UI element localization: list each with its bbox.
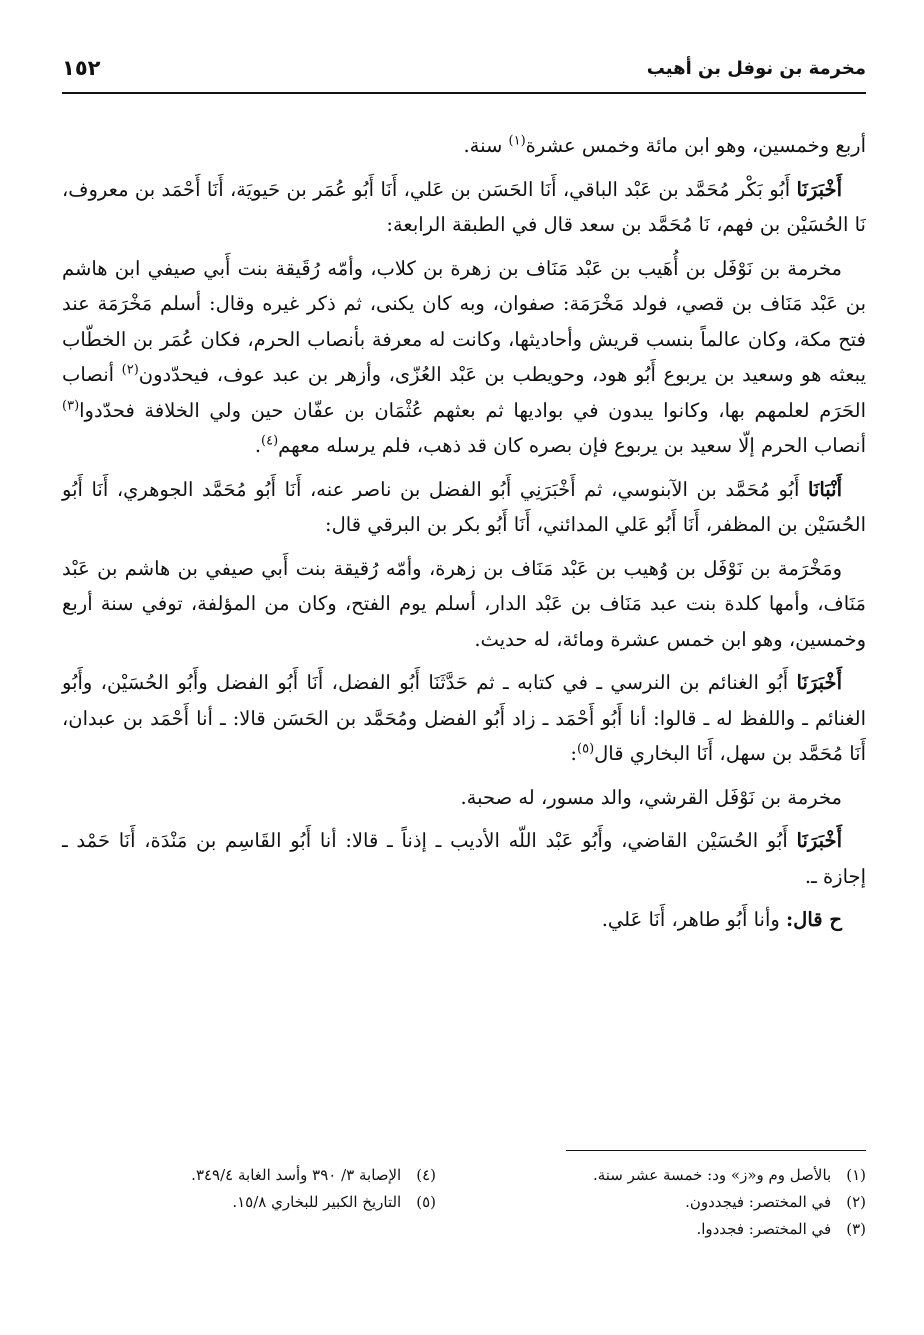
paragraph-6: أَخْبَرَنَا أَبُو الغنائم بن النرسي ـ في كتابه ـ ثم حَدَّثَنَا أَبُو الفضل، أَنَا أَبُو الفضل وأَبُو الحُسَيْن، وأَبُو الغنائم ـ واللفظ له ـ قالوا: أنا أَبُو أَحْمَد ـ زاد أَبُو الفضل ومُحَمَّد بن الحَسَن قالا: ـ أنا أَحْمَد بن عبدان، أَنَا مُحَمَّد بن سهل، أَنَا البخاري قال$^{(٥)}$:	[62, 671, 866, 765]
footnotes	[62, 1162, 866, 1262]
footnotes-column-right	[466, 1162, 866, 1243]
running-header	[62, 56, 866, 94]
footnote-ref-4: (٤)	[261, 433, 279, 449]
footnote-3: (٣) في المختصر: فجددوا.	[696, 1220, 866, 1238]
paragraph-7: مخرمة بن نَوْفَل القرشي، والد مسور، له صحبة.	[460, 785, 842, 809]
footnote-4: (٤) الإصابة ٣/ ٣٩٠ وأسد الغابة ٣٤٩/٤.	[191, 1166, 436, 1184]
anbana-keyword: أَنْبَانَا	[807, 477, 842, 501]
footnote-ref-1: (١)	[508, 133, 526, 149]
paragraph-9: ح قال: وأنا أَبُو طاهر، أَنَا عَلي.	[601, 908, 842, 931]
paragraph-2: أَخْبَرَنَا أَبُو بَكْر مُحَمَّد بن عَبْد الباقي، أَنَا الحَسَن بن عَلي، أَنَا أَبُو عُمَر بن حَيويَة، أَنَا أَحْمَد بن معروف، نَا الحُسَيْن بن فهم، نَا مُحَمَّد بن سعد قال في الطبقة الرابعة:	[62, 177, 866, 236]
footnote-1: (١) بالأصل وم و«ز» ود: خمسة عشر سنة.	[592, 1166, 866, 1184]
main-text	[62, 128, 866, 946]
ha-qala-keyword: ح قال:	[785, 908, 842, 931]
akhbarana-keyword: أَخْبَرَنَا	[796, 829, 842, 852]
paragraph-5: ومَخْرَمة بن نَوْفَل بن وُهيب بن عَبْد مَنَاف بن زهرة، وأمّه رُقيقة بنت أَبي صيفي بن هاشم بن عَبْد مَنَاف، وأمها كلدة بنت عبد مَنَاف بن عَبْد الدار، أسلم يوم الفتح، وكان من المؤلفة، توفي سنة أربع وخمسين، وهو ابن خمس عشرة ومائة، له حديث.	[62, 556, 866, 651]
footnote-separator	[566, 1150, 866, 1151]
footnote-ref-3: (٣)	[62, 398, 80, 413]
footnote-2: (٢) في المختصر: فيجددون.	[685, 1193, 866, 1211]
running-title: مخرمة بن نوفل بن أهيب	[646, 58, 866, 79]
footnote-5: (٥) التاريخ الكبير للبخاري ١٥/٨.	[232, 1193, 436, 1211]
footnotes-column-left	[56, 1162, 436, 1216]
footnote-ref-5: (٥)	[577, 741, 595, 757]
paragraph-4: أَنْبَانَا أَبُو مُحَمَّد بن الآبنوسي، ثم أَخْبَرَنِي أَبُو الفضل بن ناصر عنه، أَنَا أَبُو مُحَمَّد الجوهري، أَنَا أَبُو الحُسَيْن بن المظفر، أَنَا أَبُو عَلي المدائني، أَنَا أَبُو بكر بن البرقي قال:	[62, 477, 866, 536]
paragraph-3: مخرمة بن نَوْفَل بن أُهَيب بن عَبْد مَنَاف بن زهرة بن كلاب، وأمّه رُقَيقة بنت أَبي صيفي ابن هاشم بن عَبْد مَنَاف بن قصي، فولد مَخْرَمَة: صفوان، وبه كان يكنى، ثم ذكر غيره وقال: أسلم مَخْرَمَة عند فتح مكة، وكان عالماً بنسب قريش وأحاديثها، وكانت له معرفة بأنصاب الحرم، فكان عُمَر بن الخطّاب يبعثه هو وسعيد بن يربوع أَبُو هود، وحويطب بن عَبْد العُزّى، وأزهر بن عبد عوف، فيحدّدون$^{(٢)}$ أنصاب الحَرَم لعلمهم بها، وكانوا يبدون في بواديها ثم بعثهم عُثْمَان بن عفّان حين ولي الخلافة فحدّدوا$^{(٣)}$ أنصاب الحرم إلّا سعيد بن يربوع فإن بصره كان قد ذهب، فلم يرسله معهم$^{(٤)}$.	[62, 256, 866, 457]
paragraph-8: أَخْبَرَنَا أَبُو الحُسَيْن القاضي، وأَبُو عَبْد اللّه الأديب ـ إذناً ـ قالا: أنا أَبُو القَاسِم بن مَنْدَة، أَنَا حَمْد ـ إجازة ـ.	[62, 829, 866, 888]
akhbarana-keyword: أَخْبَرَنَا	[796, 177, 842, 201]
page-number: ١٥٢	[62, 56, 101, 80]
footnote-ref-2: (٢)	[121, 362, 139, 378]
akhbarana-keyword: أَخْبَرَنَا	[796, 671, 842, 694]
paragraph-1: أربع وخمسين، وهو ابن مائة وخمس عشرة$^{(١)}$ سنة.	[463, 133, 866, 157]
